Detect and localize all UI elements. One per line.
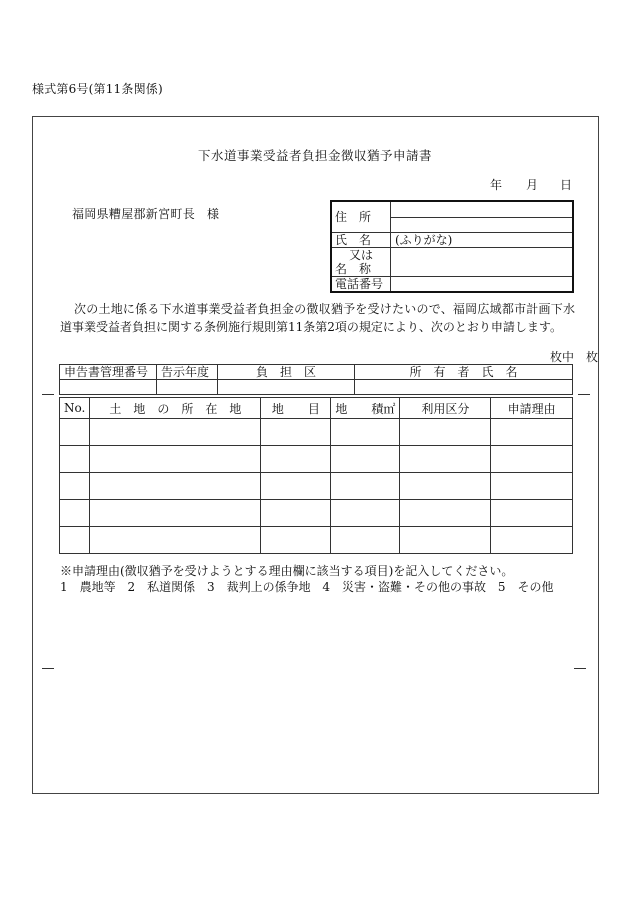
applicant-table xyxy=(330,200,574,293)
table-row xyxy=(60,419,573,446)
addressee-honorific: 様 xyxy=(207,207,220,221)
fold-mark-left-lower xyxy=(42,668,54,669)
fold-mark-right-upper xyxy=(578,394,590,395)
row-use[interactable] xyxy=(400,446,491,473)
mgmt-header-number: 申告書管理番号 xyxy=(60,365,157,380)
row-category[interactable] xyxy=(261,419,331,446)
address-label: 住 所 xyxy=(331,201,391,233)
reason-list xyxy=(60,578,560,595)
land-header-reason: 申請理由 xyxy=(491,398,573,419)
row-no[interactable] xyxy=(60,527,90,554)
table-row xyxy=(60,500,573,527)
land-header-area: 地 積㎡ xyxy=(331,398,400,419)
row-area[interactable] xyxy=(331,500,400,527)
mgmt-year-field[interactable] xyxy=(157,380,218,395)
row-location[interactable] xyxy=(90,473,261,500)
name-label: 氏 名 xyxy=(331,233,391,248)
land-header-no: No. xyxy=(60,398,90,419)
form-number: 様式第6号(第11条関係) xyxy=(32,82,163,96)
phone-field[interactable] xyxy=(391,277,574,293)
row-location[interactable] xyxy=(90,419,261,446)
row-use[interactable] xyxy=(400,500,491,527)
row-location[interactable] xyxy=(90,527,261,554)
mgmt-district-field[interactable] xyxy=(218,380,355,395)
row-reason[interactable] xyxy=(491,473,573,500)
name-label-cell xyxy=(331,248,391,277)
mgmt-number-field[interactable] xyxy=(60,380,157,395)
table-row xyxy=(60,473,573,500)
application-statement: 次の土地に係る下水道事業受益者負担金の徴収猶予を受けたいので、福岡広域都市計画下水道事業受益者負担に関する条例施行規則第11条第2項の規定により、次のとおり申請します。 xyxy=(60,302,575,334)
row-no[interactable] xyxy=(60,419,90,446)
mgmt-header-year: 告示年度 xyxy=(157,365,218,380)
form-title: 下水道事業受益者負担金徴収猶予申請書 xyxy=(197,148,432,163)
row-no[interactable] xyxy=(60,446,90,473)
row-reason[interactable] xyxy=(491,500,573,527)
reason-item: 2 私道関係 xyxy=(127,580,196,594)
title-label: 名 称 xyxy=(335,262,372,276)
row-category[interactable] xyxy=(261,527,331,554)
address-field-line1[interactable] xyxy=(391,201,574,217)
row-use[interactable] xyxy=(400,527,491,554)
row-use[interactable] xyxy=(400,473,491,500)
fold-mark-left-upper xyxy=(42,394,54,395)
furigana-field[interactable]: (ふりがな) xyxy=(391,233,574,248)
fold-mark-right-lower xyxy=(574,668,586,669)
row-area[interactable] xyxy=(331,527,400,554)
row-use[interactable] xyxy=(400,419,491,446)
row-category[interactable] xyxy=(261,500,331,527)
row-no[interactable] xyxy=(60,473,90,500)
mgmt-owner-field[interactable] xyxy=(355,380,573,395)
reason-note: ※申請理由(徴収猶予を受けようとする理由欄に該当する項目)を記入してください。 xyxy=(60,564,514,578)
date-day-label: 日 xyxy=(560,178,573,192)
row-category[interactable] xyxy=(261,446,331,473)
row-area[interactable] xyxy=(331,419,400,446)
mgmt-header-district: 負 担 区 xyxy=(218,365,355,380)
land-header-category: 地 目 xyxy=(261,398,331,419)
row-reason[interactable] xyxy=(491,527,573,554)
row-category[interactable] xyxy=(261,473,331,500)
table-row xyxy=(60,446,573,473)
row-location[interactable] xyxy=(90,500,261,527)
date-month-label: 月 xyxy=(526,178,539,192)
row-reason[interactable] xyxy=(491,419,573,446)
addressee xyxy=(72,205,219,222)
row-reason[interactable] xyxy=(491,446,573,473)
reason-item: 3 裁判上の係争地 xyxy=(206,580,311,594)
date-year-label: 年 xyxy=(490,178,503,192)
or-label: 又は xyxy=(348,248,373,262)
name-field[interactable] xyxy=(391,248,574,277)
mgmt-header-owner: 所 有 者 氏 名 xyxy=(355,365,573,380)
management-table xyxy=(59,364,573,395)
reason-item: 1 農地等 xyxy=(60,580,116,594)
land-table xyxy=(59,397,573,554)
row-location[interactable] xyxy=(90,446,261,473)
row-area[interactable] xyxy=(331,446,400,473)
address-field-line2[interactable] xyxy=(391,217,574,233)
phone-label: 電話番号 xyxy=(331,277,391,293)
reason-item: 5 その他 xyxy=(497,580,554,594)
land-header-use: 利用区分 xyxy=(400,398,491,419)
row-no[interactable] xyxy=(60,500,90,527)
sheet-count: 枚中 枚 xyxy=(549,350,598,364)
row-area[interactable] xyxy=(331,473,400,500)
table-row xyxy=(60,527,573,554)
reason-item: 4 災害・盗難・その他の事故 xyxy=(322,580,487,594)
land-header-location: 土 地 の 所 在 地 xyxy=(90,398,261,419)
addressee-name: 福岡県糟屋郡新宮町長 xyxy=(72,207,196,221)
